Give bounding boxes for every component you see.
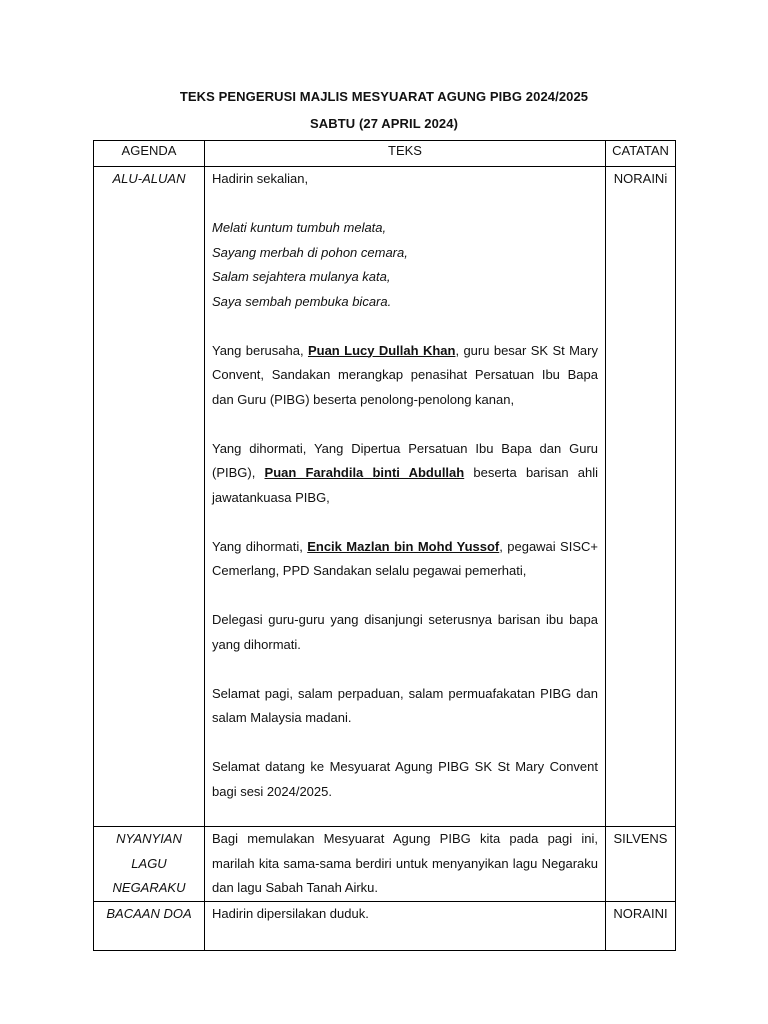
table-row	[94, 167, 676, 827]
agenda-cell: ALU-ALUAN	[94, 167, 205, 827]
teks-cell	[205, 167, 606, 827]
paragraph-selamat-datang: Selamat datang ke Mesyuarat Agung PIBG SK St Mary Convent bagi sesi 2024/2025.	[212, 759, 598, 799]
paragraph-salam: Selamat pagi, salam perpaduan, salam permuafakatan PIBG dan salam Malaysia madani.	[212, 685, 598, 725]
header-agenda: AGENDA	[94, 141, 205, 167]
agenda-cell: NYANYIAN LAGU NEGARAKU	[94, 827, 205, 902]
document-title: TEKS PENGERUSI MAJLIS MESYUARAT AGUNG PIBG 2024/2025	[179, 89, 589, 104]
greeting-text: Hadirin sekalian,	[212, 171, 309, 186]
paragraph-guru-besar: Yang berusaha, Puan Lucy Dullah Khan, guru besar SK St Mary Convent, Sandakan merangkap penasihat Persatuan Ibu Bapa dan Guru (PIBG) beserta penolong-penolong kanan,	[212, 342, 598, 407]
pantun-line: Sayang merbah di pohon cemara,	[212, 244, 408, 260]
pantun-line: Saya sembah pembuka bicara.	[212, 293, 392, 309]
table-header-row	[94, 141, 676, 167]
paragraph-delegasi: Delegasi guru-guru yang disanjungi seterusnya barisan ibu bapa yang dihormati.	[212, 612, 598, 652]
table-row	[94, 827, 676, 902]
pantun-line: Melati kuntum tumbuh melata,	[212, 220, 387, 235]
table-row	[94, 902, 676, 951]
name-pegawai: Encik Mazlan bin Mohd Yussof	[307, 538, 500, 554]
teks-cell: Hadirin dipersilakan duduk.	[205, 902, 606, 951]
teks-cell: Bagi memulakan Mesyuarat Agung PIBG kita pada pagi ini, marilah kita sama-sama berdiri untuk menyanyikan lagu Negaraku dan lagu Sabah Tanah Airku.	[205, 827, 606, 902]
catatan-cell: NORAINi	[606, 167, 676, 827]
document-date: SABTU (27 APRIL 2024)	[309, 116, 459, 131]
agenda-table	[93, 140, 676, 951]
paragraph-pegawai: Yang dihormati, Encik Mazlan bin Mohd Yussof, pegawai SISC+ Cemerlang, PPD Sandakan selalu pegawai pemerhati,	[212, 538, 598, 578]
name-guru-besar: Puan Lucy Dullah Khan	[307, 342, 456, 358]
header-teks: TEKS	[205, 141, 606, 167]
agenda-cell: BACAAN DOA	[94, 902, 205, 951]
header-catatan: CATATAN	[606, 141, 676, 167]
catatan-cell: SILVENS	[606, 827, 676, 902]
catatan-cell: NORAINI	[606, 902, 676, 951]
pantun-line: Salam sejahtera mulanya kata,	[212, 269, 391, 284]
paragraph-yang-dipertua: Yang dihormati, Yang Dipertua Persatuan Ibu Bapa dan Guru (PIBG), Puan Farahdila binti Abdullah beserta barisan ahli jawatankuasa PIBG,	[212, 440, 598, 505]
name-yang-dipertua: Puan Farahdila binti Abdullah	[264, 465, 465, 480]
